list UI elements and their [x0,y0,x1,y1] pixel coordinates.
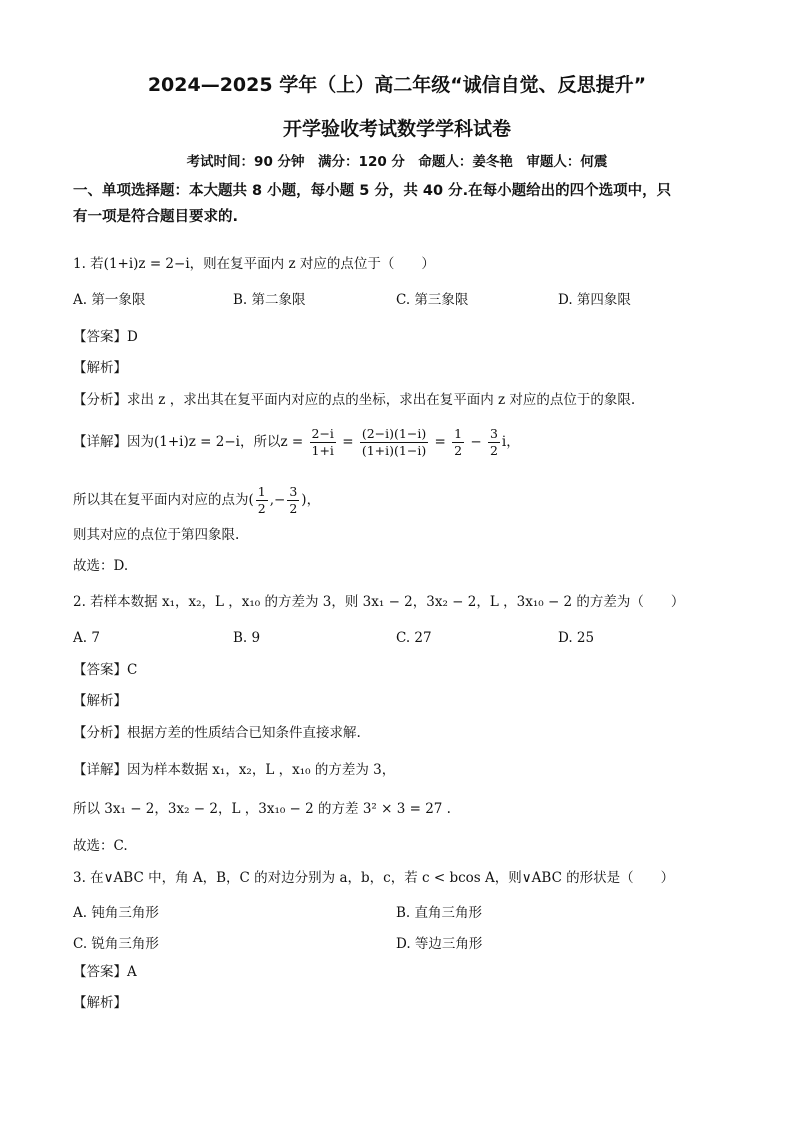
q1-detail-math: (1+i)z = 2−i [154,434,240,450]
q1-stem-math: (1+i)z = 2−i [103,256,190,272]
q1-fraction-4: $\frac{3}{2}$ [489,426,498,458]
q1-stem-suffix: ，则在复平面内 z 对应的点位于（ ） [189,256,435,272]
q3-analysis-tag: 【解析】 [73,995,127,1011]
exam-meta: 考试时间：90 分钟 满分：120 分 命题人：姜冬艳 审题人：何震 [186,154,608,170]
q1-detail-prefix: 【详解】因为 [73,434,154,450]
q2-fenxi: 【分析】根据方差的性质结合已知条件直接求解. [73,725,361,741]
q3-answer: 【答案】A [73,964,137,980]
section-heading [73,178,723,230]
section-heading-line2: 有一项是符合题目要求的. [73,209,239,225]
q1-fenxi: 【分析】求出 z ，求出其在复平面内对应的点的坐标，求出在复平面内 z 对应的点位于的象限. [73,392,636,408]
q1-fraction-1: $\frac{2-i}{1+i}$ [311,426,334,458]
q2-detail: 【详解】因为样本数据 x₁，x₂，L ，x₁₀ 的方差为 3， [73,762,396,778]
q1-stem [73,255,435,273]
q1-quadrant: 则其对应的点位于第四象限. [73,527,240,543]
q1-point-prefix: 所以其在复平面内对应的点为 [73,492,249,508]
q1-imag-unit: i [501,434,507,450]
q1-detail-mid: ，所以 [239,434,281,450]
q3-option-d: D. 等边三角形 [396,936,483,952]
q3-option-b: B. 直角三角形 [396,905,483,921]
q2-option-b: B. 9 [233,630,261,646]
q1-point-y: $\frac{3}{2}$ [289,484,298,516]
q1-fraction-3: $\frac{1}{2}$ [454,426,463,458]
q1-fraction-2: $\frac{(2-i)(1-i)}{(1+i)(1-i)}$ [361,426,427,458]
q2-stem: 2. 若样本数据 x₁，x₂，L ，x₁₀ 的方差为 3，则 3x₁ − 2，3x₂ − 2，L ，3x₁₀ − 2 的方差为（ ） [73,594,685,610]
q1-point-x: $\frac{1}{2}$ [257,484,266,516]
q1-option-a: A. 第一象限 [73,292,146,308]
q1-option-c: C. 第三象限 [396,292,469,308]
q1-answer: 【答案】D [73,329,138,345]
section-heading-line1: 一、单项选择题：本大题共 8 小题，每小题 5 分，共 40 分.在每小题给出的四个选项中，只 [73,183,672,199]
q1-point: 所以其在复平面内对应的点为( $\frac{1}{2}$ ,− $\frac{3}{2}$ )， [73,484,321,516]
q2-choose: 故选：C. [73,838,128,854]
q2-answer: 【答案】C [73,662,138,678]
q1-choose: 故选：D. [73,558,129,574]
q1-option-b: B. 第二象限 [233,292,306,308]
exam-title-line2: 开学验收考试数学学科试卷 [282,118,511,140]
q1-analysis-tag: 【解析】 [73,360,127,376]
q1-option-d: D. 第四象限 [558,292,631,308]
q3-stem: 3. 在∨ABC 中，角 A，B，C 的对边分别为 a，b，c，若 c < bcos A，则∨ABC 的形状是（ ） [73,870,675,886]
q2-result: 所以 3x₁ − 2，3x₂ − 2，L ，3x₁₀ − 2 的方差 3² × 3 = 27 . [73,801,451,817]
q2-option-d: D. 25 [558,630,595,646]
q1-z-equals: z = [280,434,304,450]
q2-option-a: A. 7 [73,630,100,646]
q3-option-c: C. 锐角三角形 [73,936,159,952]
q1-detail: 【详解】因为(1+i)z = 2−i，所以z = $\frac{2-i}{1+i}$ = $\frac{(2-i)(1-i)}{(1+i)(1-i)}$ = $\frac{1}{2}$ − $\frac{3}{2}$ i， [73,426,520,458]
q3-option-a: A. 钝角三角形 [73,905,159,921]
exam-title-line1: 2024—2025 学年（上）高二年级“诚信自觉、反思提升” [147,74,647,96]
q1-stem-prefix: 1. 若 [73,256,104,272]
q2-option-c: C. 27 [396,630,432,646]
q2-analysis-tag: 【解析】 [73,693,127,709]
